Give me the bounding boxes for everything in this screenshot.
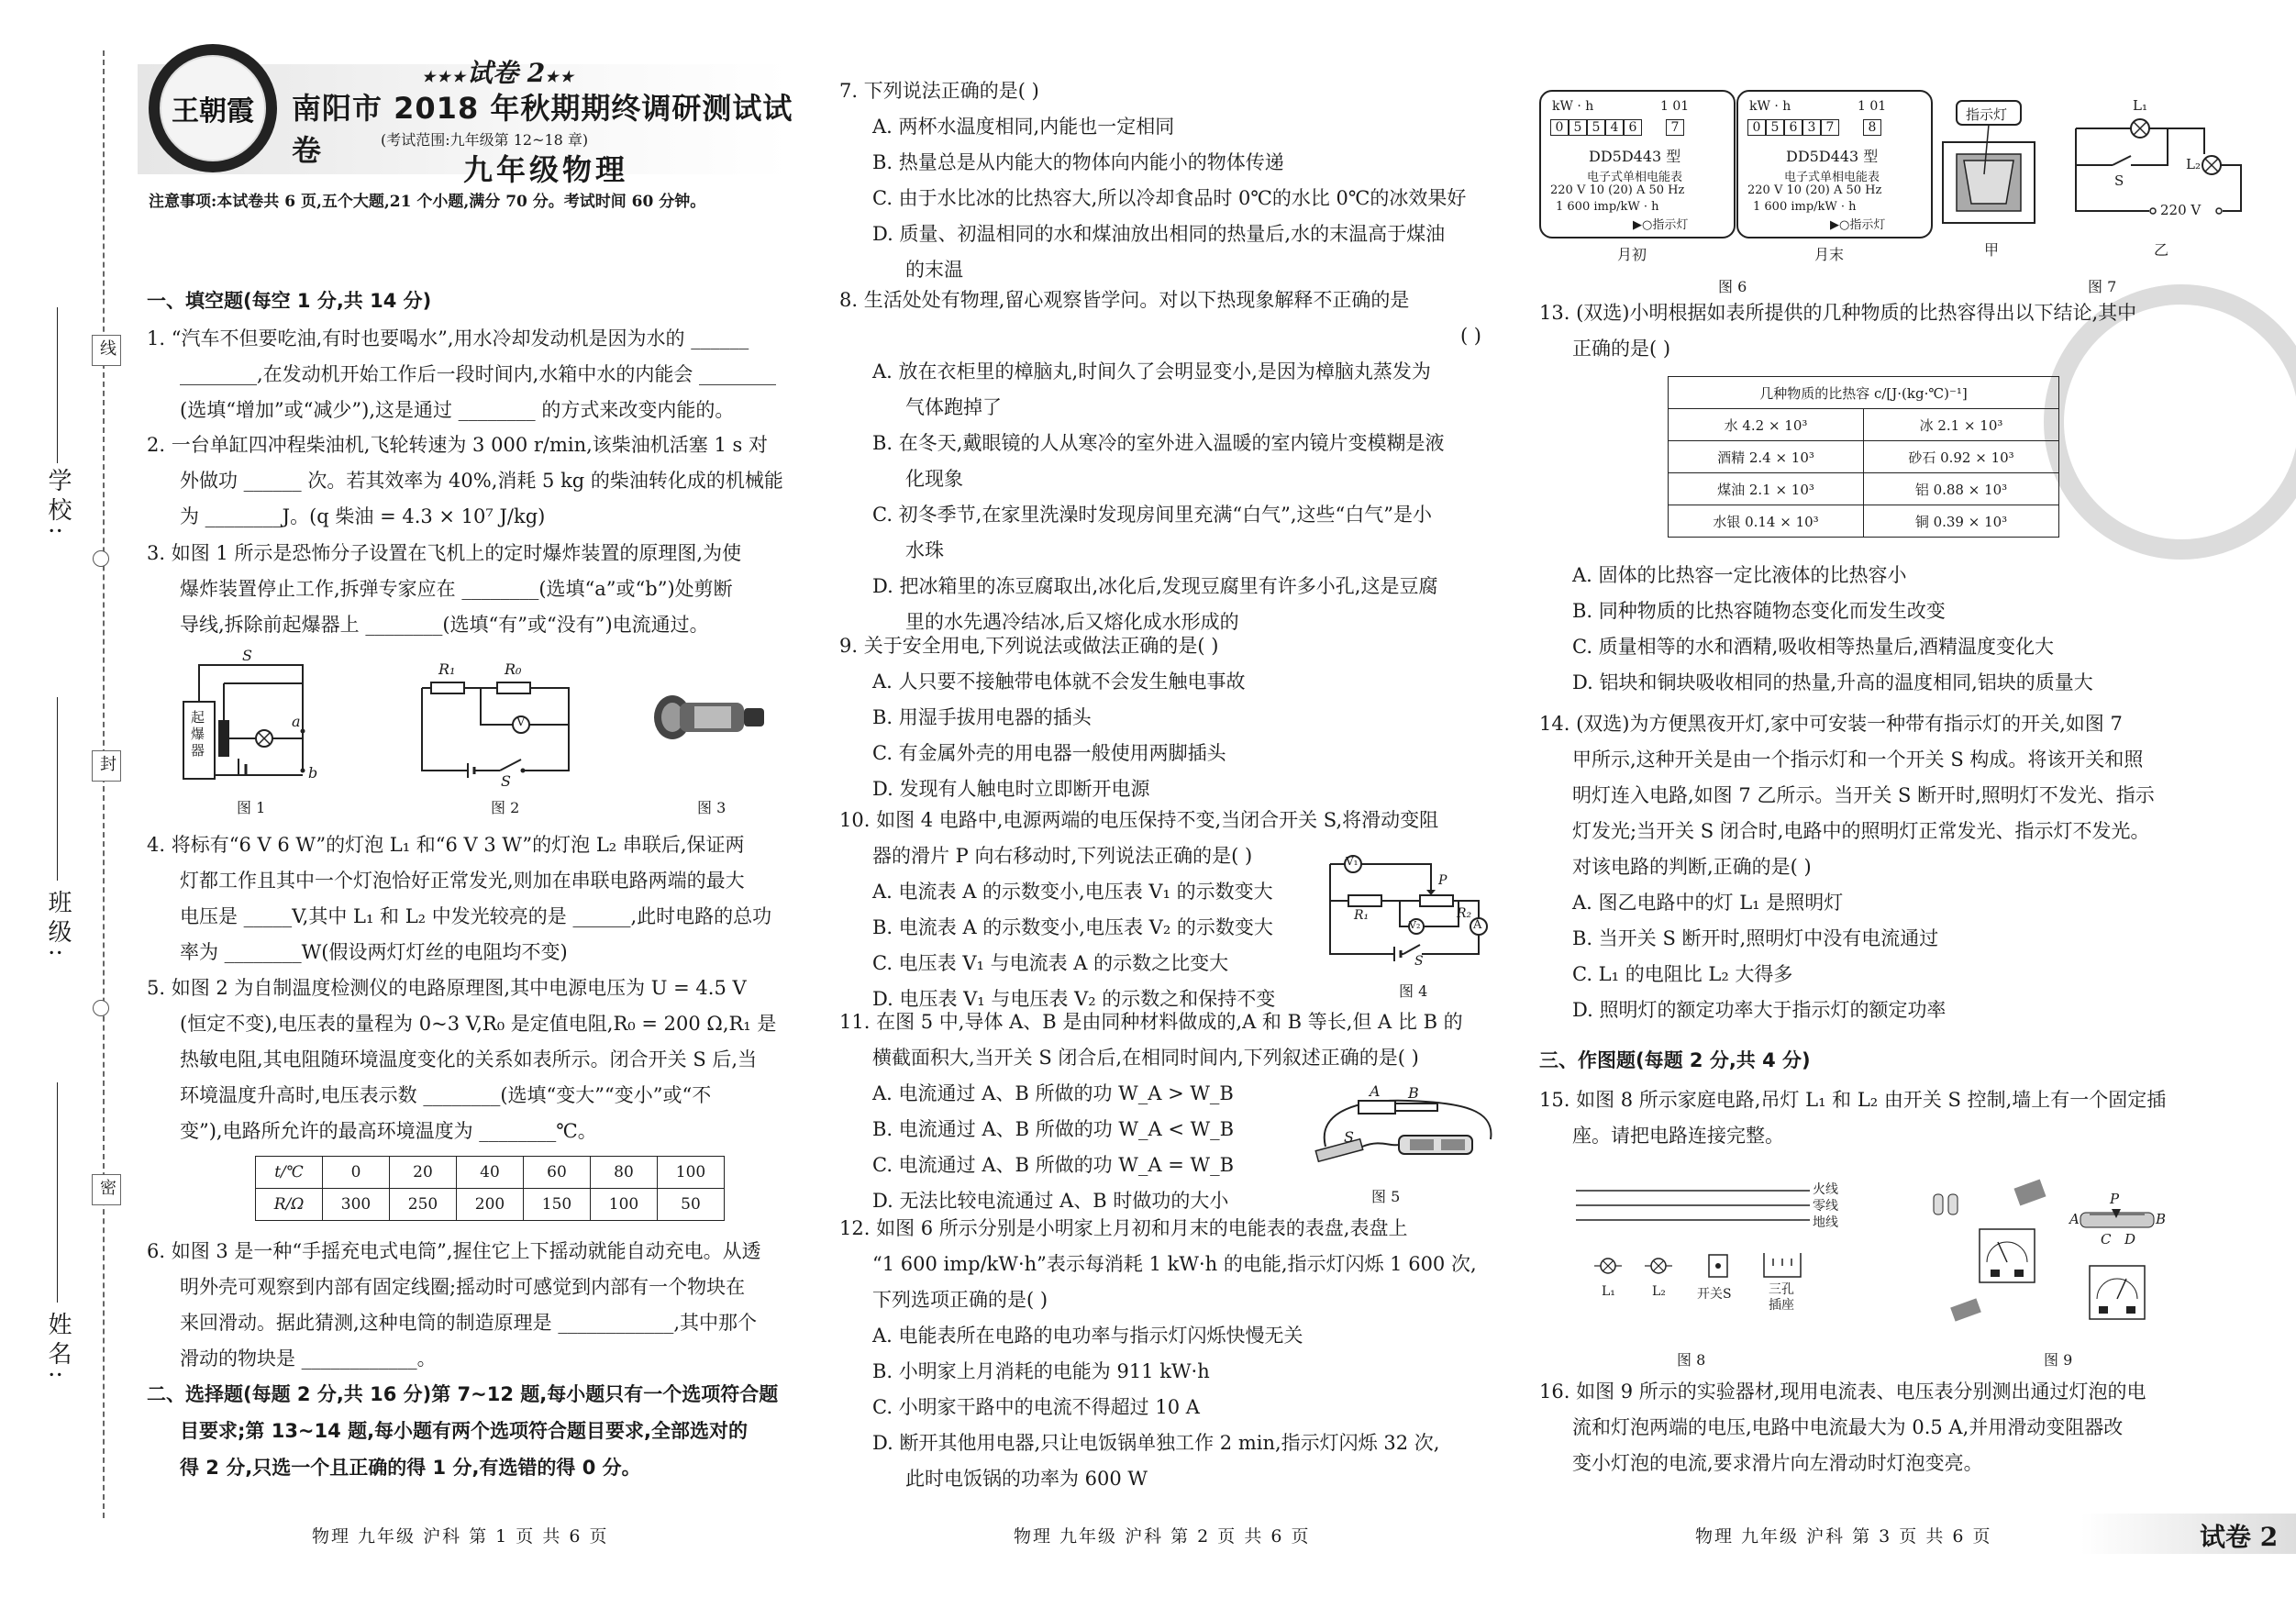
fig5-caption: 图 5	[1371, 1188, 1401, 1205]
figure-1	[165, 647, 330, 793]
footer-page-1: 物理 九年级 沪科 第 1 页 共 6 页	[312, 1526, 609, 1547]
fig8-caption: 图 8	[1677, 1351, 1706, 1369]
fig6-caption: 图 6	[1718, 278, 1747, 295]
fig9-d-label: D	[2124, 1231, 2136, 1248]
binding-dashed-line	[103, 50, 105, 1518]
fig5-b-label: B	[1408, 1084, 1419, 1102]
question-15: 15. 如图 8 所示家庭电路,吊灯 L₁ 和 L₂ 由开关 S 控制,墙上有一个固定插 座。请把电路连接完整。	[1539, 1089, 2167, 1147]
meter-start-digits: 0 5 5 4 6 7	[1550, 119, 1684, 136]
fig9-a-label: A	[2069, 1211, 2080, 1227]
meter-start	[1539, 90, 1736, 238]
question-4: 4. 将标有“6 V 6 W”的灯泡 L₁ 和“6 V 3 W”的灯泡 L₂ 串联后,保证两 灯都工作且其中一个灯泡恰好正常发光,则加在串联电路两端的最大 电压是 _____V,其中 L₁ 和 L₂ 中发光较亮的是 ______,此时电路的总功 率为 ________W(假设两灯灯丝的电阻均不变)	[147, 834, 772, 963]
question-9: 9. 关于安全用电,下列说法或做法正确的是( ) A. 人只要不接触带电体就不会发生触电事故 B. 用湿手拔用电器的插头 C. 有金属外壳的用电器一般使用两脚插头 D. 发现有人触电时立即断开电源	[839, 635, 1246, 800]
fig2-s-label: S	[501, 772, 511, 790]
section-2-title: 二、选择题(每题 2 分,共 16 分)第 7~12 题,每小题只有一个选项符合题 目要求;第 13~14 题,每小题有两个选项符合题目要求,全部选对的 得 2 分,只选一个且正确的得 1 分,有选错的得 0 分。	[147, 1383, 779, 1479]
figure-8	[1576, 1174, 1879, 1330]
meter-start-desc: 电子式单相电能表	[1587, 171, 1683, 184]
footer-page-3: 物理 九年级 沪科 第 3 页 共 6 页	[1695, 1526, 1992, 1547]
meter-start-unit: kW · h	[1552, 99, 1594, 114]
school-blank[interactable]	[57, 307, 58, 463]
logo-text: 王朝霞	[172, 95, 254, 128]
meter-end-digits: 0 5 6 3 7 8	[1747, 119, 1881, 136]
meter-end-model: DD5D443 型	[1786, 148, 1879, 165]
question-7: 7. 下列说法正确的是( ) A. 两杯水温度相同,内能也一定相同 B. 热量总是从内能大的物体向内能小的物体传递 C. 由于水比冰的比热容大,所以冷却食品时 0℃的水比 0℃的冰效果好 D. 质量、初温相同的水和煤油放出相同的热量后,水的末温高于煤油 的末温	[839, 80, 1467, 281]
meter-end-imp: 1 600 imp/kW · h	[1753, 200, 1857, 214]
binding-margin	[0, 0, 138, 1597]
logo-seal	[149, 44, 277, 172]
fig7-s-label: S	[2114, 172, 2124, 189]
exam-scope: (考试范围:九年级第 12~18 章)	[381, 131, 589, 149]
figure-2	[413, 660, 596, 789]
fig4-r1-label: R₁	[1354, 908, 1370, 923]
specific-heat-table: 几种物质的比热容 c/[J·(kg·℃)⁻¹] 水 4.2 × 10³ 冰 2.1 × 10³ 酒精 2.4 × 10³ 砂石 0.92 × 10³ 煤油 2.1 × 10³ 铝 0.88 × 10³ 水银 0.14 × 10³ 铜 0.39 × 10³	[1668, 376, 2059, 538]
fig7-yi-caption: 乙	[2154, 241, 2169, 259]
fig7-l2-label: L₂	[2186, 156, 2201, 172]
series-label: ★★★试卷 2★★	[422, 58, 575, 88]
meter-end-unit: kW · h	[1749, 99, 1791, 114]
fig4-p-label: P	[1438, 873, 1447, 888]
figure-9-apparatus	[1915, 1174, 2209, 1339]
meter-end-indicator: ▶○指示灯	[1830, 218, 1886, 232]
q5-temperature-table: t/℃ 0 20 40 60 80 100 R/Ω 300 250 200 150 100 50	[255, 1156, 725, 1221]
question-16: 16. 如图 9 所示的实验器材,现用电流表、电压表分别测出通过灯泡的电 流和灯泡两端的电压,电路中电流最大为 0.5 A,并用滑动变阻器改 变小灯泡的电流,要求滑片向左滑动时灯泡变亮。	[1539, 1381, 2146, 1474]
binding-line-label: 线	[92, 335, 121, 366]
meter-end-rating: 220 V 10 (20) A 50 Hz	[1747, 183, 1882, 197]
fig1-b-label: b	[308, 764, 318, 782]
fig8-l2-label: L₂	[1652, 1284, 1666, 1299]
fig4-s-label: S	[1414, 954, 1424, 969]
footer-page-2: 物理 九年级 沪科 第 2 页 共 6 页	[1014, 1526, 1311, 1547]
fig7-l1-label: L₁	[2133, 97, 2147, 114]
question-5: 5. 如图 2 为自制温度检测仪的电路原理图,其中电源电压为 U = 4.5 V (恒定不变),电压表的量程为 0~3 V,R₀ 是定值电阻,R₀ = 200 Ω,R₁ 是 热敏电阻,其电阻随环境温度变化的关系如表所示。闭合开关 S 后,当 环境温度升高时,电压表示数 ________(选填“变大”“变小”或“不 变”),电路所允许的最高环境温度为 ________℃。	[147, 977, 777, 1142]
section-3-title: 三、作图题(每题 2 分,共 4 分)	[1539, 1049, 1811, 1071]
binding-seal-label: 封	[92, 750, 121, 782]
fig1-a-label: a	[292, 713, 301, 730]
table-head: t/℃	[256, 1157, 323, 1189]
question-10: 10. 如图 4 电路中,电源两端的电压保持不变,当闭合开关 S,将滑动变阻 器的滑片 P 向右移动时,下列说法正确的是( ) A. 电流表 A 的示数变小,电压表 V₁ 的示数变大 B. 电流表 A 的示数变小,电压表 V₂ 的示数变大 C. 电压表 V₁ 与电流表 A 的示数之比变大 D. 电压表 V₁ 与电压表 V₂ 的示数之和保持不变	[839, 809, 1439, 1010]
footer-badge-text: 试卷 2	[2200, 1522, 2279, 1552]
figure-4	[1321, 853, 1504, 972]
school-label: 学校:	[44, 468, 72, 540]
fig1-caption: 图 1	[237, 799, 266, 816]
meter-start-imp: 1 600 imp/kW · h	[1556, 200, 1659, 214]
question-8: 8. 生活处处有物理,留心观察皆学问。对以下热现象解释不正确的是 ( ) A. 放在衣柜里的樟脑丸,时间久了会明显变小,是因为樟脑丸蒸发为 气体跑掉了 B. 在冬天,戴眼镜的人从寒冷的室外进入温暖的室内镜片变模糊是液 化现象 C. 初冬季节,在家里洗澡时发现房间里充满“白气”,这些“白气”是小 水珠 D. 把冰箱里的冻豆腐取出,冰化后,发现豆腐里有许多小孔,这是豆腐 里的水先遇冷结冰,后又熔化成水形成的	[839, 289, 1481, 633]
figure-5	[1307, 1082, 1504, 1174]
question-12: 12. 如图 6 所示分别是小明家上月初和月末的电能表的表盘,表盘上 “1 600 imp/kW·h”表示每消耗 1 kW·h 的电能,指示灯闪烁 1 600 次, 下列选项正确的是( ) A. 电能表所在电路的电功率与指示灯闪烁快慢无关 B. 小明家上月消耗的电能为 911 kW·h C. 小明家干路中的电流不得超过 10 A D. 断开其他用电器,只让电饭锅单独工作 2 min,指示灯闪烁 32 次, 此时电饭锅的功率为 600 W	[839, 1217, 1477, 1490]
figure-1-circuit	[165, 647, 330, 793]
fig8-switch-label: 开关S	[1697, 1287, 1732, 1302]
meter-start-indicator: ▶○指示灯	[1633, 218, 1689, 232]
name-blank[interactable]	[57, 1082, 58, 1303]
fig3-caption: 图 3	[697, 799, 727, 816]
fig2-caption: 图 2	[491, 799, 520, 816]
fig8-l1-label: L₁	[1602, 1284, 1615, 1299]
question-14: 14. (双选)为方便黑夜开灯,家中可安装一种带有指示灯的开关,如图 7 甲所示,这种开关是由一个指示灯和一个开关 S 构成。将该开关和照 明灯连入电路,如图 7 乙所示。当开关 S 断开时,照明灯不发光、指示 灯发光;当开关 S 闭合时,电路中的照明灯正常发光、指示灯不发光。 对该电路的判断,正确的是( ) A. 图乙电路中的灯 L₁ 是照明灯 B. 当开关 S 断开时,照明灯中没有电流通过 C. L₁ 的电阻比 L₂ 大得多 D. 照明灯的额定功率大于指示灯的额定功率	[1539, 713, 2155, 1021]
figure-5-apparatus	[1307, 1082, 1504, 1174]
fig9-b-label: B	[2156, 1211, 2167, 1227]
fig4-a-label: A	[1473, 918, 1482, 932]
fig7-indicator-label: 指示灯	[1966, 106, 2008, 123]
fig8-ground-label: 地线	[1813, 1215, 1838, 1230]
flashlight-icon	[647, 679, 775, 752]
question-3: 3. 如图 1 所示是恐怖分子设置在飞机上的定时爆炸装置的原理图,为使 爆炸装置停止工作,拆弹专家应在 ________(选填“a”或“b”)处剪断 导线,拆除前起爆器上 ________(选填“有”或“没有”)电流通过。	[147, 542, 742, 636]
section-1-title: 一、填空题(每空 1 分,共 14 分)	[147, 290, 432, 312]
fig9-c-label: C	[2101, 1231, 2112, 1248]
table-head: R/Ω	[256, 1189, 323, 1221]
fig1-detonator-label: 起爆器	[191, 709, 205, 759]
fig7-voltage-label: 220 V	[2160, 202, 2202, 218]
fig2-v-label: V	[516, 715, 526, 729]
table-caption: 几种物质的比热容 c/[J·(kg·℃)⁻¹]	[1669, 377, 2059, 409]
binding-circle-icon	[93, 550, 109, 567]
fig9-caption: 图 9	[2044, 1351, 2073, 1369]
subject-title: 九年级物理	[463, 152, 629, 187]
meter-end-desc: 电子式单相电能表	[1784, 171, 1880, 184]
meter-start-phase: 1 01	[1660, 99, 1690, 114]
figure-7-yi	[2058, 92, 2278, 229]
meter-start-caption: 月初	[1617, 246, 1647, 263]
fig4-r2-label: R₂	[1457, 906, 1472, 921]
fig4-v1-label: V₁	[1346, 855, 1359, 868]
question-13-options: A. 固体的比热容一定比液体的比热容小 B. 同种物质的比热容随物态变化而发生改变 C. 质量相等的水和酒精,吸收相等热量后,酒精温度变化大 D. 铝块和铜块吸收相同的热量,升高的温度相同,铝块的质量大	[1572, 564, 2093, 693]
fig8-neutral-label: 零线	[1813, 1199, 1838, 1214]
meter-start-rating: 220 V 10 (20) A 50 Hz	[1550, 183, 1685, 197]
name-label: 姓名:	[44, 1312, 72, 1384]
meter-end	[1736, 90, 1933, 238]
meter-end-phase: 1 01	[1858, 99, 1887, 114]
class-blank[interactable]	[57, 697, 58, 881]
fig1-s-label: S	[242, 647, 252, 664]
class-label: 班级:	[44, 890, 72, 962]
footer-badge	[2080, 1514, 2296, 1554]
meter-start-model: DD5D443 型	[1589, 148, 1681, 165]
binding-circle-icon	[93, 1000, 109, 1016]
meter-end-caption: 月末	[1814, 246, 1845, 263]
fig8-socket-label: 三孔插座	[1769, 1282, 1794, 1313]
exam-title: 南阳市 2018 年秋期期终调研测试试卷	[292, 91, 793, 168]
fig7-jia-caption: 甲	[1984, 241, 2000, 259]
fig4-caption: 图 4	[1399, 982, 1428, 1000]
fig5-s-label: S	[1344, 1128, 1354, 1146]
figure-2-circuit	[413, 660, 596, 789]
fig4-v2-label: V₂	[1409, 919, 1421, 931]
fig7-caption: 图 7	[2088, 278, 2117, 295]
question-13: 13. (双选)小明根据如表所提供的几种物质的比热容得出以下结论,其中 正确的是( )	[1539, 302, 2137, 360]
fig2-r0-label: R₀	[505, 660, 522, 678]
fig8-live-label: 火线	[1813, 1182, 1838, 1197]
figure-3	[647, 679, 775, 752]
fig9-p-label: P	[2110, 1191, 2120, 1207]
question-11: 11. 在图 5 中,导体 A、B 是由同种材料做成的,A 和 B 等长,但 A 比 B 的 横截面积大,当开关 S 闭合后,在相同时间内,下列叙述正确的是( ) A. 电流通过 A、B 所做的功 W_A > W_B B. 电流通过 A、B 所做的功 W_A < W_B C. 电流通过 A、B 所做的功 W_A = W_B D. 无法比较电流通过 A、B 时做功的大小	[839, 1011, 1463, 1212]
notice: 注意事项:本试卷共 6 页,五个大题,21 个小题,满分 70 分。考试时间 60 分钟。	[149, 193, 706, 211]
question-1: 1. “汽车不但要吃油,有时也要喝水”,用水冷却发动机是因为水的 ______ ________,在发动机开始工作后一段时间内,水箱中水的内能会 ________ (选填“增加”或“减少”),这是通过 ________ 的方式来改变内能的。	[147, 327, 777, 421]
fig2-r1-label: R₁	[438, 660, 456, 678]
question-6: 6. 如图 3 是一种“手摇充电式电筒”,握住它上下摇动就能自动充电。从透 明外壳可观察到内部有固定线圈;摇动时可感觉到内部有一个物块在 来回滑动。据此猜测,这种电筒的制造原理是 ____________,其中那个 滑动的物块是 ____________。	[147, 1240, 761, 1370]
figure-9	[1915, 1174, 2209, 1339]
question-2: 2. 一台单缸四冲程柴油机,飞轮转速为 3 000 r/min,该柴油机活塞 1 s 对 外做功 ______ 次。若其效率为 40%,消耗 5 kg 的柴油转化成的机械能 为 ________J。(q 柴油 = 4.3 × 10⁷ J/kg)	[147, 434, 783, 527]
fig5-a-label: A	[1370, 1082, 1381, 1100]
figure-4-circuit	[1321, 853, 1504, 972]
binding-dense-label: 密	[92, 1174, 121, 1205]
figure-7-jia	[1938, 92, 2044, 229]
